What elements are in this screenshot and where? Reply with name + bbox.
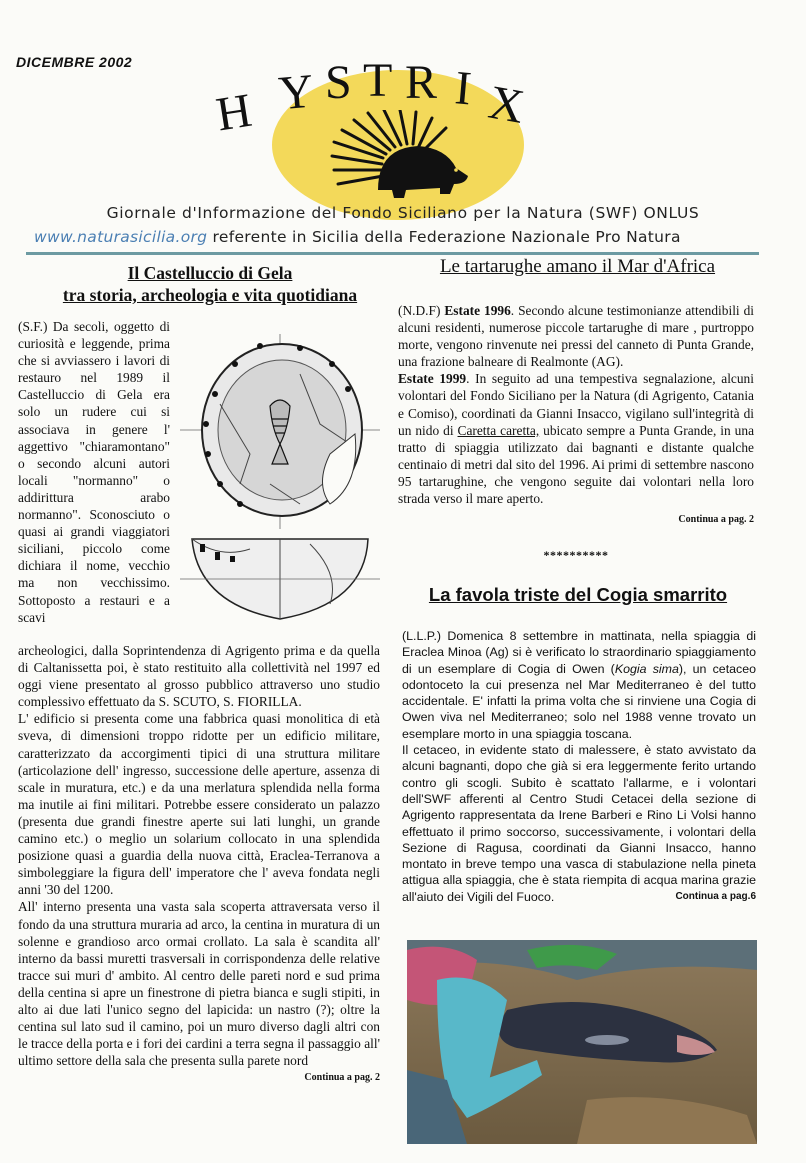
svg-text:H: H (212, 83, 256, 142)
article1-headline (30, 262, 390, 306)
article2-year: Estate 1996 (444, 303, 511, 318)
masthead-subtitle: Giornale d'Informazione del Fondo Siciliano per la Natura (SWF) ONLUS (106, 204, 700, 222)
section-separator: ********** (543, 548, 609, 562)
issue-date: DICEMBRE 2002 (16, 54, 133, 70)
article2-text: . In seguito ad una tempestiva segnalazione, alcuni volontari del Fondo Siciliano per la Natura (di Agrigento, Catania e Comiso), coordinati da Gianni Insacco, vigilano sull'integrità di un nido di (398, 371, 754, 438)
article3-paragraph (402, 628, 756, 742)
article3-paragraph (402, 742, 756, 905)
svg-text:S: S (325, 60, 352, 109)
article1-paragraph: archeologici, dalla Soprintendenza di Agrigento prima e da quella di Caltanissetta poi, è stato restituito alla collettività nel 1997 ed oggi viene presentato al grosso pubblico attraverso uno studio complessivo effettuato da S. SCUTO, S. FIORILLA. (18, 643, 380, 710)
website-line (34, 228, 681, 246)
article2-text: . Secondo alcune testimonianze attendibili di alcuni residenti, numerose piccole tartarughe di mare , purtroppo morte, vengono rinvenute nei pressi del canneto di Punta Grande, una frazione balneare di Realmonte (AG). (398, 303, 754, 370)
article3-text: (L.L.P.) Domenica 8 settembre in mattinata, nella spiaggia di Eraclea Minoa (Ag) si è verificato lo straordinario spiaggiamento di un esemplare di Cogia di Owen ( (402, 629, 756, 676)
article1-title-line2: tra storia, archeologia e vita quotidiana (62, 285, 358, 305)
article1-title-line1: Il Castelluccio di Gela (127, 263, 293, 283)
species-name: Kogia sima (614, 661, 679, 676)
svg-text:T: T (363, 60, 393, 107)
article1-paragraph: L' edificio si presenta come una fabbrica quasi monolitica di età sveva, di dimensioni troppo ridotte per un edificio militare, caratterizzato da accorgimenti tipici di una struttura militare (articolazione dell' ingresso, successione delle aperture, assenza di scale in muratura, etc.) e da una merlatura splendida nella forma ma inutile ai fini militari. Potrebbe essere considerato un palazzo (presenta due grandi finestre aperte sui lati lunghi, un grande camino etc.) o meglio un solarium collocato in una splendida posizione quasi a guardia della nuova città, Eraclea-Terranova a simboleggiare la figura dell' imperatore che l' aveva fondata negli anni '30 del 1200. (18, 711, 380, 898)
article3-body (402, 628, 756, 905)
article1-paragraph: All' interno presenta una vasta sala scoperta attraversata verso il fondo da una struttura muraria ad arco, la centina in muratura di un solenne e grandioso arco ormai crollato. La sala è scandita all' interno da bassi muretti trasversali in corrispondenza delle relative tracce sui muri d' ambito. Al centro delle pareti nord e sud prima della centina si apre un finestrone di pietra bianca e sugli stipiti, in alto ai due lati l'unico segno del lapicida: un nastro (?); oltre la centina sul lato sud il camino, poi un muro diverso dagli altri con le tracce della porta e i fori dei cardini a terra segna il passaggio all' ultimo settore della sala che presenta sulla parete nord (18, 899, 380, 1069)
svg-text:X: X (484, 75, 529, 134)
article2-paragraph (398, 370, 754, 507)
masthead-rule (26, 252, 759, 255)
article2-body (398, 302, 754, 528)
article2-headline: Le tartarughe amano il Mar d'Africa (439, 256, 716, 277)
article2-paragraph (398, 302, 754, 370)
species-name: Caretta caretta, (457, 422, 540, 438)
article3-headline: La favola triste del Cogia smarrito (428, 584, 728, 605)
article1-intro: (S.F.) Da secoli, oggetto di curiosità e leggende, prima che si avviassero i lavori di restauro nel 1989 il Castelluccio di Gela era solo un rudere cui si associava in genere l' aggettivo "chiaramontano" o secondo alcuni autori locali "normanno" o addirittura arabo normanno". Sconosciuto o quasi ai grandi viaggiatori siciliani, piccolo come dichiara il nome, vecchio ma non vecchissimo. Sottoposto a restauri e a scavi (18, 319, 170, 625)
article3-text: ), un cetaceo odontoceto la cui presenza nel Mar Mediterraneo è del tutto accidentale. E' infatti la prima volta che si rinviene una Cogia di Owen viva nel Mediterraneo; solo nel 1988 venne trovato un esemplare morto in una spiaggia toscana. (402, 661, 756, 741)
article1-body (18, 642, 380, 1086)
masthead-title (205, 60, 575, 150)
article3-text: Il cetaceo, in evidente stato di malessere, è stato avvistato da alcuni bagnanti, dopo che già si era leggermente ferito urtando contro gli scogli. Subito è scattato l'allarme, e i volontari dell'SWF afferenti al Centro Studi Cetacei della sezione di Agrigento rappresentata da Irene Barberi e Rino Li Volsi hanno effettuato il primo soccorso, successivamente, i volontari della Sezione di Ragusa, coordinati da Gianni Insacco, hanno montato in breve tempo una vasca di stabulazione nella pineta attigua alla spiaggia, che è stata riempita di acqua marina grazie all'aiuto dei Vigili del Fuoco. (402, 743, 756, 904)
article2-byline: (N.D.F) (398, 303, 441, 318)
svg-text:I: I (452, 61, 474, 116)
article1-continue-link[interactable]: Continua a pag. 2 (304, 1072, 380, 1084)
svg-text:Y: Y (276, 64, 316, 121)
ceramic-plate-drawing (180, 334, 380, 639)
website-link[interactable]: www.naturasicilia.org (34, 228, 208, 246)
article2-text: ubicato sempre a Punta Grande, in una tratto di spiaggia utilizzato dai bagnanti e distante qualche centinaio di metri dal sito del 1996. Ai primi di settembre nascono 95 tartarughine, che vengono seguite dai volontari nella loro strada verso il mare aperto. (398, 422, 755, 507)
article2-year: Estate 1999 (398, 371, 467, 387)
article3-continue-link[interactable]: Continua a pag.6 (675, 890, 756, 902)
article2-continue-link[interactable]: Continua a pag. 2 (678, 514, 754, 526)
svg-text:R: R (405, 60, 438, 109)
referent-text: referente in Sicilia della Federazione Nazionale Pro Natura (212, 228, 681, 246)
kogia-rescue-photo (407, 940, 757, 1144)
